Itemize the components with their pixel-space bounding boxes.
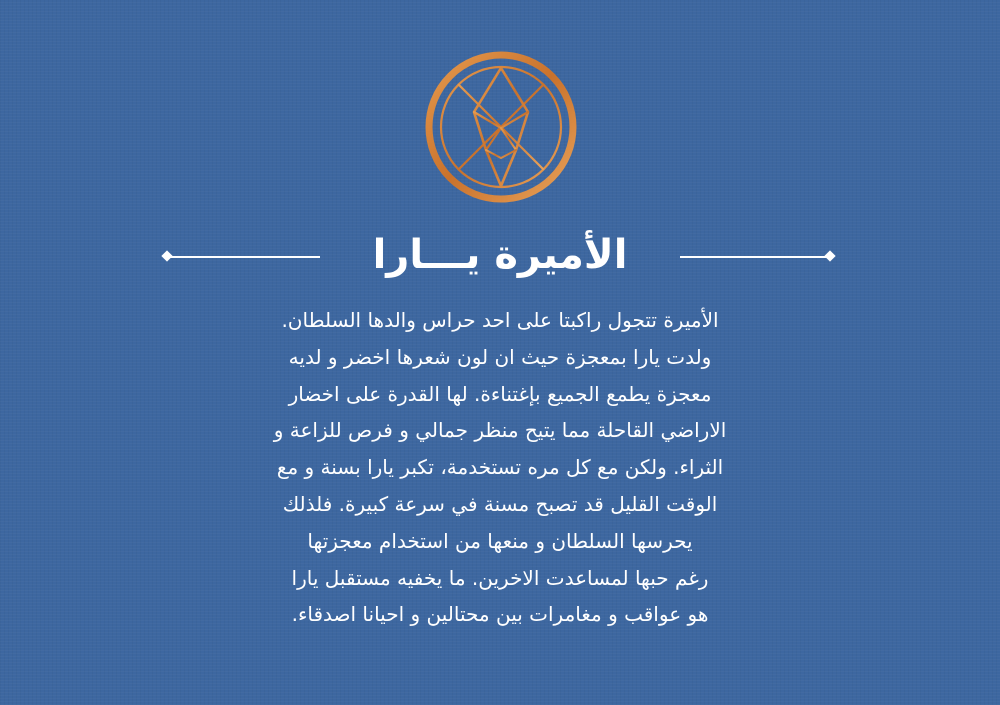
story-paragraph (185, 302, 815, 633)
story-line: الأميرة تتجول راكبتا على احد حراس والدها السلطان. (281, 308, 719, 332)
story-line: رغم حبها لمساعدت الاخرين. ما يخفيه مستقبل يارا (291, 565, 709, 590)
page-title: الأميرة يـــارا (372, 232, 628, 278)
story-line: يحرسها السلطان و منعها من استخدام معجزتها (307, 528, 693, 553)
geometric-crystal-emblem-icon (424, 50, 578, 204)
story-line: هو عواقب و مغامرات بين محتالين و احيانا اصدقاء. (291, 602, 709, 627)
divider-diamond-right (824, 250, 835, 261)
story-line: الاراضي القاحلة مما يتيح منظر جمالي و فرص للزاعة و (273, 418, 727, 443)
divider-line-left (170, 256, 320, 258)
story-line: الوقت القليل قد تصبح مسنة في سرعة كبيرة. فلذلك (282, 491, 718, 516)
story-line: الثراء. ولكن مع كل مره تستخدمة، تكبر يارا بسنة و مع (276, 455, 724, 480)
story-line: معجزة يطمع الجميع بإغتناءة. لها القدرة على اخضار (288, 381, 712, 406)
title-row (0, 222, 1000, 292)
story-line: ولدت يارا بمعجزة حيث ان لون شعرها اخضر و لديه (288, 344, 712, 369)
divider-line-right (680, 256, 830, 258)
